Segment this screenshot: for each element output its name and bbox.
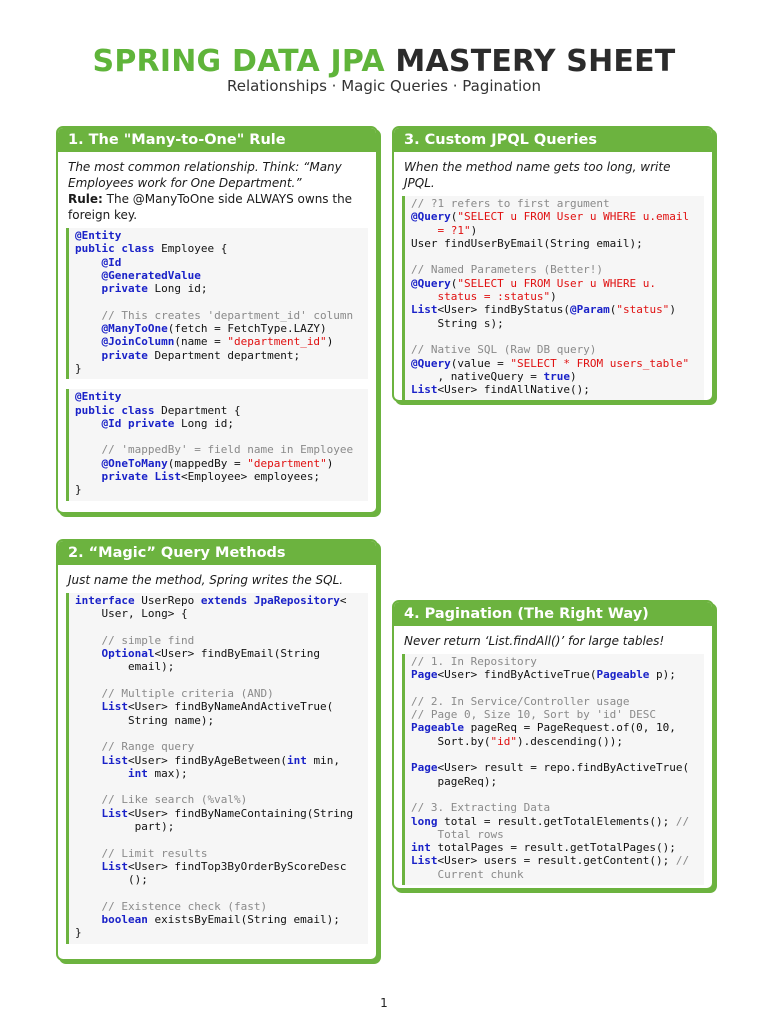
card-title: 1. The "Many-to-One" Rule: [58, 128, 376, 152]
code-line: [411, 277, 698, 290]
code-text: [75, 687, 102, 700]
intro-text: Never return ‘List.findAll()’ for large tables!: [404, 634, 665, 648]
code-text: [75, 793, 102, 806]
code-line: [75, 269, 362, 282]
code-text: [411, 224, 438, 237]
code-line: [411, 748, 698, 761]
code-text: ): [569, 369, 577, 383]
code-keyword: Pageable: [596, 668, 650, 682]
code-line: [411, 655, 698, 668]
code-comment: Current chunk: [437, 867, 524, 881]
code-text: [75, 900, 102, 913]
code-keyword: @Query: [411, 276, 451, 290]
code-text: [411, 828, 438, 841]
code-line: [75, 847, 362, 860]
code-keyword: List: [411, 383, 438, 397]
code-text: pageReq = PageRequest.of(0, 10,: [463, 721, 676, 735]
code-line: [75, 913, 362, 926]
code-line: [411, 695, 698, 708]
code-keyword: List: [101, 700, 128, 714]
code-keyword: @OneToMany: [101, 456, 168, 470]
code-text: [411, 290, 438, 303]
code-comment: Total rows: [437, 827, 504, 841]
code-keyword: extends JpaRepository: [200, 594, 340, 607]
code-text: <User> findByAgeBetween(: [128, 753, 287, 767]
code-line: [75, 349, 362, 362]
code-text: [75, 847, 102, 860]
code-line: [411, 370, 698, 383]
card-title: 3. Custom JPQL Queries: [394, 128, 712, 152]
intro-text: When the method name gets too long, write JPQL.: [404, 160, 671, 190]
code-line: [75, 430, 362, 443]
card-title: 4. Pagination (The Right Way): [394, 602, 712, 626]
code-text: <User> findByNameContaining(String: [128, 806, 354, 820]
code-line: [411, 761, 698, 774]
code-line: [75, 807, 362, 820]
code-line: [411, 224, 698, 237]
code-text: [75, 269, 102, 282]
code-string: "SELECT u FROM User u WHERE u.: [457, 276, 657, 290]
code-text: }: [75, 361, 82, 375]
code-line: [411, 735, 698, 748]
code-line: [411, 237, 698, 250]
code-line: [411, 721, 698, 734]
code-keyword: boolean: [101, 913, 148, 927]
code-text: pageReq);: [411, 774, 498, 788]
code-text: max);: [147, 766, 188, 780]
code-line: [411, 841, 698, 854]
card-custom-jpql: [392, 126, 714, 402]
code-text: [75, 309, 102, 322]
code-keyword: @GeneratedValue: [101, 268, 201, 282]
code-text: ).descending());: [516, 734, 623, 748]
code-text: email);: [75, 660, 175, 674]
code-line: [411, 788, 698, 801]
code-text: [75, 256, 102, 269]
code-comment: // Range query: [101, 740, 195, 754]
title-accent: SPRING DATA JPA: [92, 44, 385, 79]
code-text: min,: [306, 753, 340, 767]
code-keyword: @Entity: [75, 390, 122, 404]
code-text: ): [326, 456, 334, 470]
code-string: "SELECT * FROM users_table": [510, 356, 690, 370]
code-text: User findUserByEmail(String email);: [411, 236, 643, 250]
code-keyword: public class: [75, 242, 155, 256]
code-line: [75, 754, 362, 767]
code-comment: // ?1 refers to first argument: [411, 197, 610, 210]
code-text: total = result.getTotalElements();: [437, 814, 676, 828]
code-comment: // 3. Extracting Data: [411, 801, 551, 815]
card-intro: [394, 626, 712, 649]
code-text: part);: [75, 820, 175, 834]
code-keyword: Page: [411, 668, 438, 682]
code-line: [411, 210, 698, 223]
code-line: [75, 309, 362, 322]
code-text: [75, 767, 128, 780]
code-keyword: public class: [75, 403, 155, 417]
title-rest: MASTERY SHEET: [395, 44, 676, 79]
code-line: [75, 860, 362, 873]
code-text: <User> findByStatus(: [437, 303, 570, 317]
code-text: }: [75, 483, 82, 497]
code-line: [411, 801, 698, 814]
code-block-department: [66, 389, 368, 500]
code-text: (name =: [174, 335, 228, 349]
code-line: [75, 660, 362, 673]
code-line: [75, 607, 362, 620]
code-line: [75, 295, 362, 308]
code-text: (: [609, 303, 617, 317]
code-line: [411, 330, 698, 343]
code-text: existsByEmail(String email);: [147, 913, 340, 927]
code-text: (value =: [450, 356, 511, 370]
code-keyword: int: [127, 766, 148, 780]
code-line: [411, 815, 698, 828]
code-keyword: int: [286, 753, 307, 767]
code-line: [411, 250, 698, 263]
code-keyword: List: [411, 303, 438, 317]
code-line: [75, 900, 362, 913]
code-block-user-repo: [66, 593, 368, 944]
code-text: (mappedBy =: [167, 456, 248, 470]
code-text: Employee {: [154, 242, 228, 256]
code-string: "id": [490, 734, 517, 748]
code-line: [411, 708, 698, 721]
code-text: [75, 807, 102, 820]
code-keyword: true: [543, 369, 570, 383]
code-text: <User> findAllNative();: [437, 383, 590, 397]
code-line: [75, 767, 362, 780]
code-comment: // Like search (%val%): [101, 793, 248, 807]
code-keyword: List: [101, 806, 128, 820]
code-keyword: @Query: [411, 210, 451, 224]
code-line: [75, 780, 362, 793]
code-comment: // Existence check (fast): [101, 899, 268, 913]
code-text: <User> findByEmail(String: [154, 647, 321, 661]
code-line: [411, 682, 698, 695]
code-keyword: @Param: [569, 303, 610, 317]
code-line: [411, 357, 698, 370]
code-text: (: [450, 210, 458, 224]
card-intro: [394, 152, 712, 191]
code-line: [411, 668, 698, 681]
code-line: [75, 256, 362, 269]
code-line: [75, 242, 362, 255]
code-text: UserRepo: [134, 594, 201, 607]
code-text: Sort.by(: [411, 734, 491, 748]
page-subtitle: Relationships · Magic Queries · Pagination: [227, 77, 541, 95]
code-comment: // Named Parameters (Better!): [411, 263, 604, 277]
code-line: [75, 483, 362, 496]
code-text: ): [470, 223, 478, 237]
code-text: [75, 647, 102, 660]
code-comment: // 1. In Repository: [411, 655, 537, 668]
code-text: [75, 860, 102, 873]
code-text: String name);: [75, 713, 215, 727]
code-comment: // Multiple criteria (AND): [101, 687, 274, 701]
code-text: ();: [75, 873, 148, 887]
code-text: [75, 634, 102, 647]
code-text: <User> findByNameAndActiveTrue(: [128, 700, 334, 714]
code-keyword: @Id: [101, 255, 122, 269]
code-text: <User> findTop3ByOrderByScoreDesc: [128, 859, 347, 873]
code-keyword: private: [101, 348, 148, 362]
code-comment: // 'mappedBy' = field name in Employee: [101, 443, 354, 457]
code-line: [75, 621, 362, 634]
code-text: String s);: [411, 316, 504, 330]
code-keyword: @ManyToOne: [101, 322, 168, 336]
code-line: [75, 926, 362, 939]
code-text: totalPages = result.getTotalPages();: [430, 841, 676, 855]
code-line: [75, 674, 362, 687]
code-block-pagination: [402, 654, 704, 885]
code-text: (fetch = FetchType.LAZY): [167, 322, 327, 336]
code-line: [75, 873, 362, 886]
code-text: <Employee> employees;: [180, 470, 321, 484]
code-line: [75, 793, 362, 806]
code-line: [75, 687, 362, 700]
code-text: [75, 417, 102, 430]
code-text: ): [669, 303, 676, 317]
card-intro: [58, 152, 376, 223]
code-line: [411, 290, 698, 303]
code-keyword: private List: [101, 470, 181, 484]
code-line: [75, 833, 362, 846]
code-line: [75, 714, 362, 727]
code-keyword: interface: [75, 594, 135, 607]
code-line: [411, 263, 698, 276]
code-text: [75, 700, 102, 713]
code-text: <User> users = result.getContent();: [437, 854, 676, 868]
code-text: Department department;: [147, 348, 301, 362]
code-keyword: Pageable: [411, 721, 464, 735]
code-line: [75, 282, 362, 295]
code-text: }: [75, 926, 82, 940]
code-line: [411, 197, 698, 210]
code-text: ): [326, 335, 334, 349]
code-keyword: List: [101, 859, 128, 873]
code-line: [75, 390, 362, 403]
code-text: Long id;: [174, 416, 234, 430]
code-line: [75, 443, 362, 456]
code-string: "department": [247, 456, 327, 470]
code-line: [75, 404, 362, 417]
code-keyword: @JoinColumn: [101, 335, 175, 349]
code-comment: // Limit results: [101, 846, 208, 860]
code-text: [75, 913, 102, 926]
code-text: User, Long> {: [75, 607, 188, 621]
code-line: [411, 317, 698, 330]
code-line: [75, 727, 362, 740]
rule-text: The @ManyToOne side ALWAYS owns the foreign key.: [68, 192, 353, 222]
code-text: (: [450, 276, 458, 290]
code-comment: // simple find: [101, 633, 195, 647]
code-string: "SELECT u FROM User u WHERE u.email: [457, 210, 690, 224]
code-line: [75, 470, 362, 483]
code-line: [411, 303, 698, 316]
code-text: <User> result = repo.findByActiveTrue(: [437, 761, 690, 775]
code-text: , nativeQuery =: [411, 369, 544, 383]
code-text: [75, 349, 102, 362]
code-text: Long id;: [147, 282, 208, 296]
code-keyword: private: [101, 282, 148, 296]
code-string: "status": [616, 303, 670, 317]
code-comment: //: [675, 814, 690, 828]
code-comment: // Native SQL (Raw DB query): [411, 343, 597, 357]
intro-text: The most common relationship. Think: “Many Employees work for One Department.”: [68, 160, 342, 190]
code-text: [75, 335, 102, 348]
code-line: [75, 820, 362, 833]
code-line: [411, 343, 698, 356]
code-line: [75, 647, 362, 660]
code-line: [75, 457, 362, 470]
code-line: [75, 229, 362, 242]
intro-text: Just name the method, Spring writes the SQL.: [68, 573, 344, 587]
code-text: [75, 322, 102, 335]
code-text: <: [339, 594, 347, 607]
code-comment: // Page 0, Size 10, Sort by 'id' DESC: [411, 708, 657, 722]
code-line: [411, 868, 698, 881]
code-keyword: List: [411, 854, 438, 868]
code-text: [411, 868, 438, 881]
code-line: [75, 417, 362, 430]
code-keyword: @Query: [411, 356, 451, 370]
code-comment: // 2. In Service/Controller usage: [411, 694, 630, 708]
code-line: [75, 634, 362, 647]
code-text: [75, 754, 102, 767]
code-block-jpql: [402, 196, 704, 400]
code-text: ): [550, 290, 557, 304]
rule-label: Rule:: [68, 192, 103, 206]
code-keyword: Optional: [101, 647, 155, 661]
code-keyword: @Id private: [101, 416, 175, 430]
code-text: [75, 443, 102, 456]
code-text: <User> findByActiveTrue(: [437, 668, 597, 682]
code-line: [411, 383, 698, 396]
code-line: [75, 887, 362, 900]
code-line: [75, 700, 362, 713]
code-text: [75, 282, 102, 295]
card-intro: [58, 565, 376, 588]
code-line: [75, 362, 362, 375]
code-text: [75, 457, 102, 470]
code-line: [411, 828, 698, 841]
card-title: 2. “Magic” Query Methods: [58, 541, 376, 565]
code-string: "department_id": [227, 335, 327, 349]
code-line: [75, 740, 362, 753]
code-text: [75, 470, 102, 483]
code-keyword: @Entity: [75, 229, 122, 242]
code-line: [75, 335, 362, 348]
page-number: 1: [380, 996, 388, 1010]
code-line: [75, 322, 362, 335]
code-keyword: int: [411, 841, 431, 855]
code-string: = ?1": [437, 223, 471, 237]
code-string: status = :status": [437, 290, 551, 304]
card-magic-queries: [56, 539, 378, 961]
code-line: [411, 775, 698, 788]
page-title: [0, 44, 768, 79]
code-comment: //: [675, 854, 690, 868]
code-keyword: long: [411, 814, 438, 828]
code-keyword: Page: [411, 761, 438, 775]
code-keyword: List: [101, 753, 128, 767]
code-text: p);: [649, 668, 676, 682]
code-line: [411, 854, 698, 867]
code-line: [75, 594, 362, 607]
code-comment: // This creates 'department_id' column: [101, 308, 354, 322]
card-many-to-one: [56, 126, 378, 514]
code-text: Department {: [154, 403, 241, 417]
card-pagination: [392, 600, 714, 890]
code-text: [75, 740, 102, 753]
code-block-employee: [66, 228, 368, 379]
